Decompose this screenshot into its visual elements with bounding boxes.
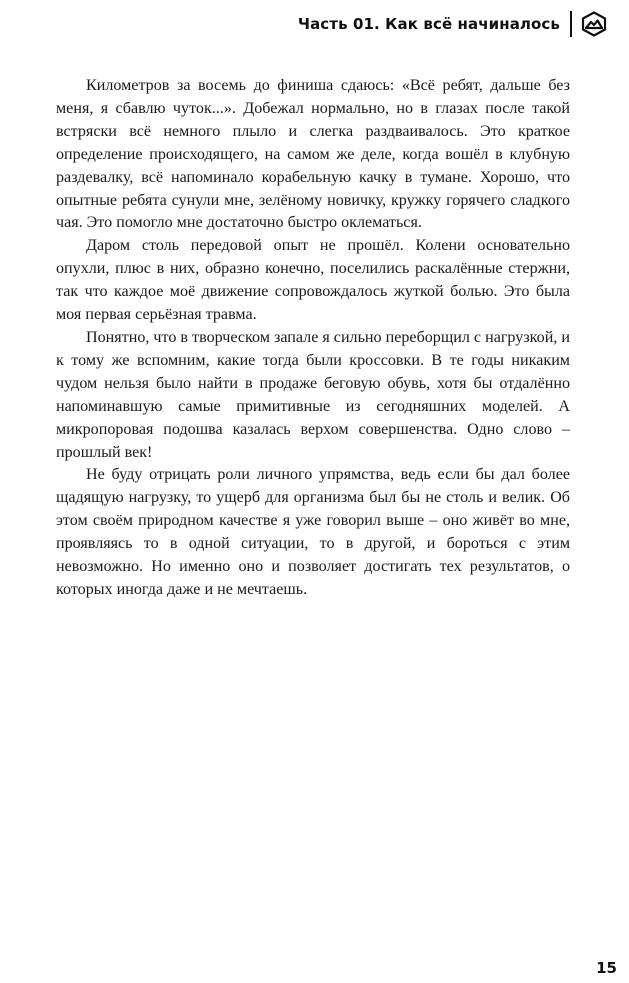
paragraph: Понятно, что в творческом запале я сильно переборщил с нагрузкой, и к тому же вспомним, какие тогда были кроссовки. В те годы никаким чудом нельзя было найти в продаже беговую обувь, хотя бы отдалённо напоминавшую самые примитивные из сегодняшних моделей. А микропоровая подошва казалась верхом совершенства. Одно слово – прошлый век! bbox=[56, 328, 570, 461]
paragraph: Километров за восемь до финиша сдаюсь: «Всё ребят, дальше без меня, я сбавлю чуток...». Добежал нормально, но в глазах после такой встряски всё немного плыло и слегка раздваивалось. Это краткое определение происходящего, на самом же деле, когда вошёл в клубную раздевалку, всё напоминало корабельную качку в тумане. Хорошо, что опытные ребята сунули мне, зелёному новичку, кружку горячего сладкого чая. Это помогло мне достаточно быстро оклематься. bbox=[56, 77, 570, 232]
page-number: 15 bbox=[596, 959, 617, 977]
header-divider bbox=[570, 11, 572, 37]
page-header bbox=[298, 8, 607, 40]
chapter-title: Часть 01. Как всё начиналось bbox=[297, 15, 560, 33]
paragraph: Даром столь передовой опыт не прошёл. Колени основательно опухли, плюс в них, образно конечно, поселились раскалённые стержни, так что каждое моё движение сопровождалось жуткой болью. Это была моя первая серьёзная травма. bbox=[56, 237, 570, 324]
paragraph: Не буду отрицать роли личного упрямства, ведь если бы дал более щадящую нагрузку, то ущерб для организма был бы не столь и велик. Об этом своём природном качестве я уже говорил выше – оно живёт во мне, проявляясь то в одной ситуации, то в другой, и бороться с этим невозможно. Но именно оно и позволяет достигать тех результатов, о которых иногда даже и не мечтаешь. bbox=[56, 466, 570, 598]
mountain-emblem-icon bbox=[581, 11, 607, 37]
body-text bbox=[56, 75, 570, 602]
